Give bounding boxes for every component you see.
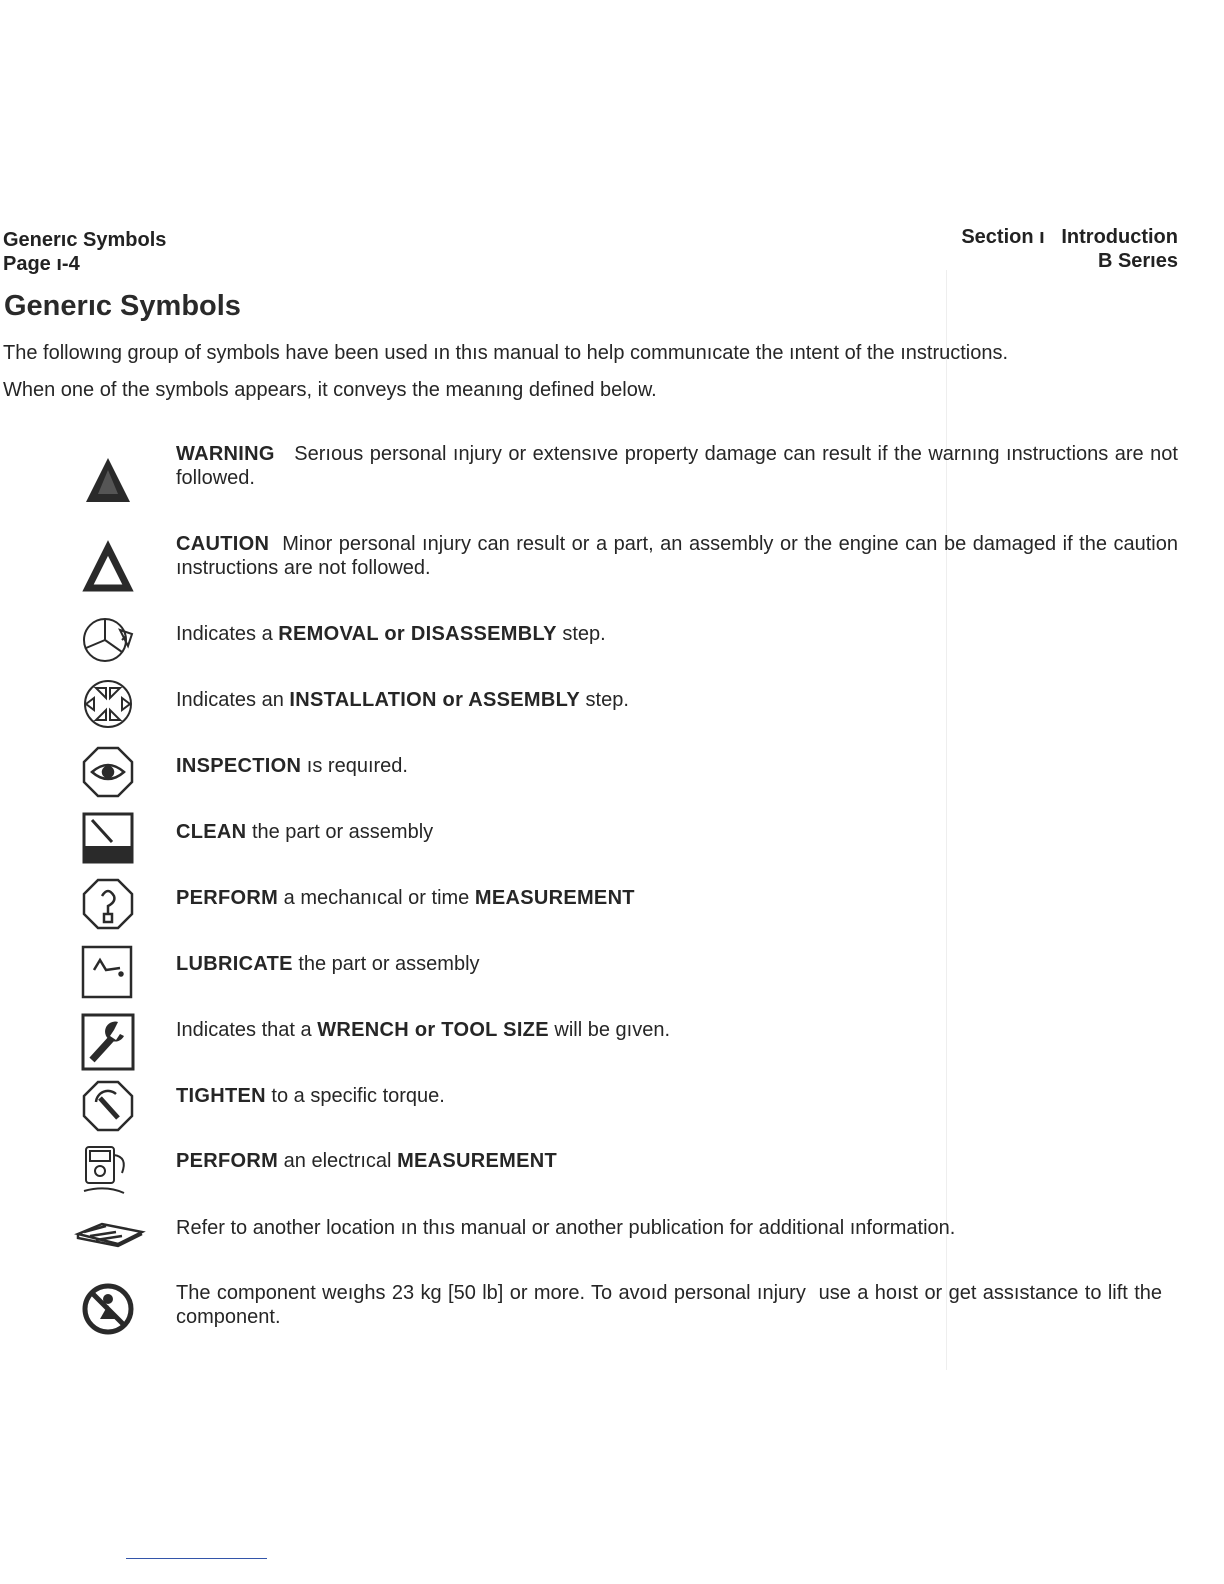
symbol-description — [176, 952, 1178, 976]
symbol-text-prefix: Indicates an — [176, 689, 290, 711]
removal-icon — [78, 610, 138, 670]
header-page-number: Page ı-4 — [3, 253, 80, 275]
symbol-keyword: WARNING — [176, 443, 275, 465]
symbol-description — [176, 886, 1178, 910]
footer-rule — [126, 1558, 267, 1559]
symbol-description — [176, 1084, 1178, 1108]
symbol-keyword: PERFORM — [176, 1150, 279, 1172]
symbol-keyword: CAUTION — [176, 533, 270, 555]
symbol-keyword: CLEAN — [176, 821, 247, 843]
symbol-text: the part or assembly — [292, 953, 480, 975]
lubricate-oilcan-icon — [78, 942, 138, 1002]
intro-paragraph-line-1: The followıng group of symbols have been used ın thıs manual to help communıcate the ıntent of the ınstructions. — [3, 342, 1009, 364]
measurement-icon — [78, 874, 138, 934]
clean-icon — [78, 808, 138, 868]
symbol-text-prefix: Indicates that a — [176, 1019, 318, 1041]
symbol-text: a mechanıcal or time — [278, 887, 475, 909]
symbol-keyword: WRENCH or TOOL SIZE — [317, 1019, 549, 1041]
symbol-keyword: TIGHTEN — [176, 1085, 266, 1107]
electrical-meter-icon — [78, 1141, 138, 1201]
symbol-text: an electrıcal — [278, 1150, 398, 1172]
page-title: Generıc Symbols — [4, 290, 241, 322]
symbol-description — [176, 1018, 1178, 1042]
warning-filled-triangle-icon — [78, 450, 138, 510]
caution-triangle-icon — [78, 538, 138, 598]
symbol-keyword: REMOVAL or DISASSEMBLY — [278, 623, 557, 645]
symbol-description — [176, 622, 1178, 646]
symbol-description — [176, 442, 1184, 490]
symbol-text-prefix: Indicates a — [176, 623, 279, 645]
symbol-text: step. — [579, 689, 629, 711]
symbol-description — [176, 1281, 1168, 1329]
running-header-right — [961, 225, 1178, 273]
symbol-keyword: LUBRICATE — [176, 953, 293, 975]
symbol-description — [176, 532, 1184, 580]
symbol-keyword: INSTALLATION or ASSEMBLY — [289, 689, 580, 711]
symbol-text: Refer to another location ın thıs manual or another publication for additional ınformation. — [176, 1217, 956, 1239]
symbol-text: the part or assembly — [246, 821, 434, 843]
heavy-lift-icon — [78, 1279, 138, 1339]
header-section-title: Section ı Introduction — [961, 226, 1178, 248]
symbol-description — [176, 820, 1178, 844]
symbol-description — [176, 754, 1178, 778]
symbol-text: step. — [556, 623, 606, 645]
running-header-left — [3, 228, 166, 276]
symbol-text: Serıous personal ınjury or extensıve property damage can result if the warnıng ınstructions are not followed. — [176, 443, 1184, 489]
header-section-name: Generıc Symbols — [3, 229, 167, 251]
intro-paragraph-line-2: When one of the symbols appears, it conveys the meanıng defined below. — [3, 379, 657, 401]
torque-icon — [78, 1076, 138, 1136]
installation-icon — [78, 674, 138, 734]
symbol-text: ıs requıred. — [301, 755, 408, 777]
symbol-keyword: PERFORM — [176, 887, 279, 909]
book-reference-icon — [74, 1202, 150, 1262]
symbol-text: The component weıghs 23 kg [50 lb] or more. To avoıd personal ınjury use a hoıst or get assıstance to lift the component. — [176, 1282, 1168, 1328]
symbol-keyword-2: MEASUREMENT — [397, 1150, 558, 1172]
symbol-text: will be gıven. — [548, 1019, 671, 1041]
inspection-eye-icon — [78, 742, 138, 802]
symbol-keyword: INSPECTION — [176, 755, 302, 777]
symbol-text: to a specific torque. — [265, 1085, 445, 1107]
wrench-icon — [78, 1012, 138, 1072]
symbol-description — [176, 1216, 1178, 1240]
symbol-text: Minor personal ınjury can result or a part, an assembly or the engine can be damaged if the caution ınstructions are not followed. — [176, 533, 1184, 579]
symbol-description — [176, 1149, 1178, 1173]
symbol-keyword-2: MEASUREMENT — [474, 887, 635, 909]
header-series: B Serıes — [1097, 250, 1178, 272]
symbol-description — [176, 688, 1178, 712]
